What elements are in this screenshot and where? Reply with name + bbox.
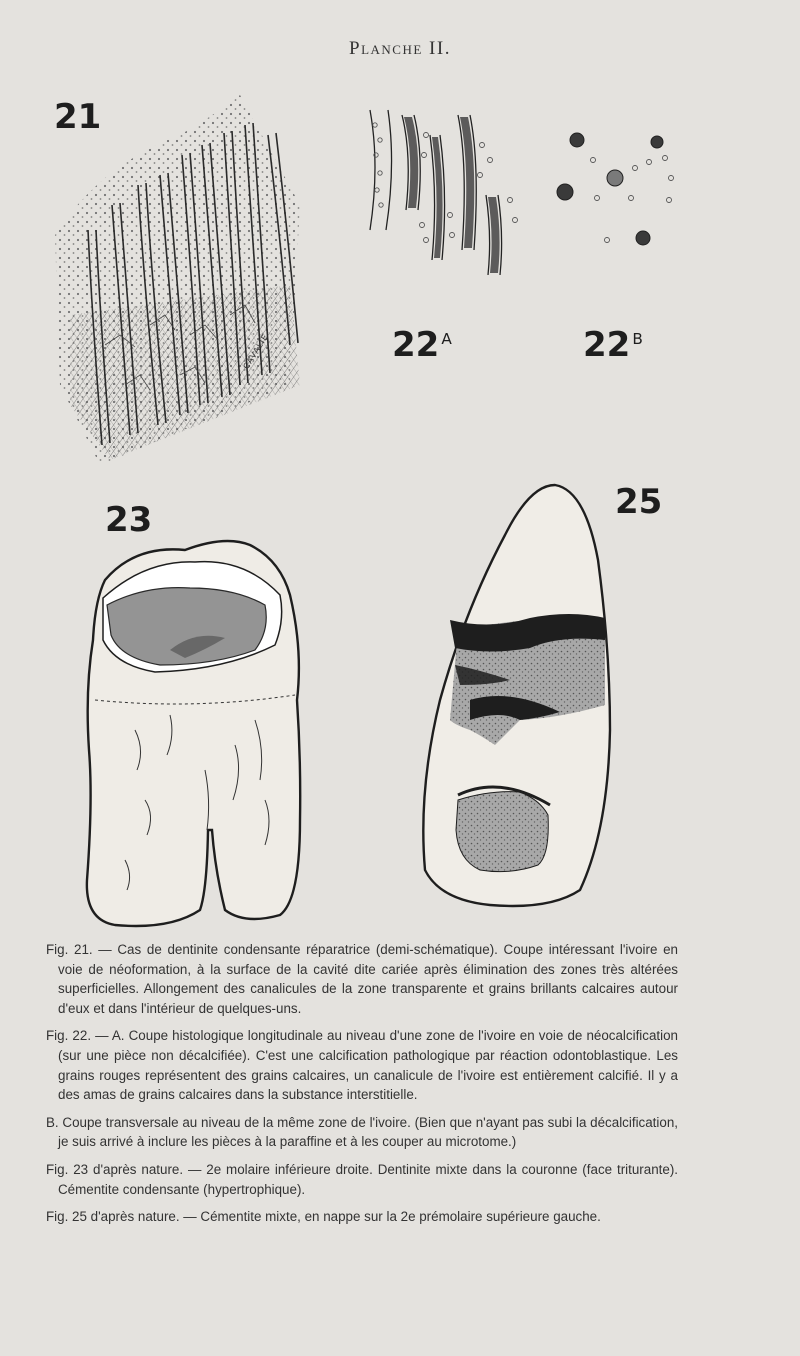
page-title: Planche II.	[349, 38, 451, 59]
figure-22a-superscript: A	[441, 329, 452, 348]
caption-fig-22a: Fig. 22. — A. Coupe histologique longitudinale au niveau d'une zone de l'ivoire en voie de néocalcification (sur une pièce non décalcifiée). C'est une calcification pathologique par réaction odontoblastique. Les grains rouges représentent des grains calcaires, un canalicule de l'ivoire est entièrement calcifié. Il y a des amas de grains calcaires dans la substance interstitielle.	[46, 1028, 678, 1103]
caption-fig-21: Fig. 21. — Cas de dentinite condensante réparatrice (demi-schématique). Coupe intéressant l'ivoire en voie de néoformation, à la surface de la cavité dite cariée après élimination des zones très altérées superficielles. Allongement des canalicules de la zone transparente et grains brillants calcaires autour d'eux et dans l'intérieur de quelques-uns.	[46, 942, 678, 1016]
caption-block	[46, 940, 678, 1235]
artist-signature: CAVALIÉ	[241, 332, 271, 371]
figure-25-number: 25	[615, 482, 663, 522]
figure-21-drawing	[40, 85, 310, 465]
figure-22a-number	[392, 325, 452, 365]
figure-22a-drawing	[360, 105, 540, 275]
figure-25	[410, 470, 680, 920]
figure-25-drawing	[410, 470, 680, 920]
caption-fig-23: Fig. 23 d'après nature. — 2e molaire inférieure droite. Dentinite mixte dans la couronne (face triturante). Cémentite condensante (hypertrophique).	[46, 1161, 678, 1197]
figure-22b-number-text: 22	[583, 325, 631, 365]
figure-22b-drawing	[545, 120, 695, 260]
figure-21-number: 21	[54, 97, 102, 137]
figure-22b-superscript: B	[632, 329, 643, 348]
figure-22a-number-text: 22	[392, 325, 440, 365]
figure-22b-number	[583, 325, 643, 365]
figure-23	[75, 500, 315, 930]
caption-fig-25: Fig. 25 d'après nature. — Cémentite mixte, en nappe sur la 2e prémolaire supérieure gauche.	[46, 1209, 601, 1225]
figure-22a	[360, 105, 540, 375]
figure-21	[40, 85, 310, 465]
figure-23-number: 23	[105, 500, 153, 540]
figure-22b	[545, 120, 695, 370]
caption-fig-22b: B. Coupe transversale au niveau de la même zone de l'ivoire. (Bien que n'ayant pas subi la décalcification, je suis arrivé à inclure les pièces à la paraffine et à les couper au microtome.)	[46, 1114, 678, 1150]
figure-23-drawing	[75, 500, 315, 930]
